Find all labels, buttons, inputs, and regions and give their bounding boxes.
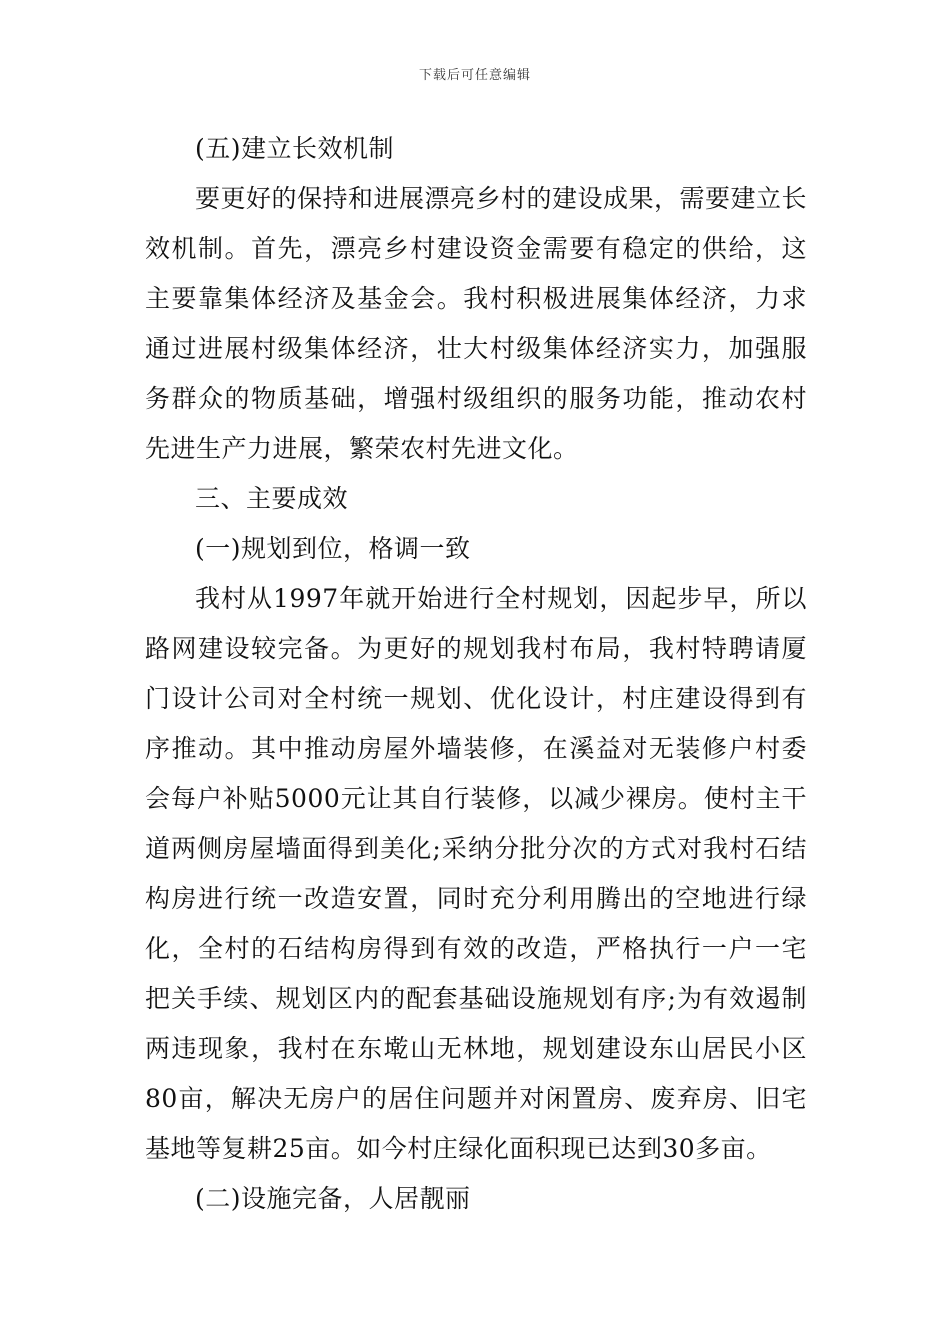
paragraph-long-term-mechanism: 要更好的保持和进展漂亮乡村的建设成果，需要建立长效机制。首先，漂亮乡村建设资金需要有稳定的供给，这主要靠集体经济及基金会。我村积极进展集体经济，力求通过进展村级集体经济，壮大村级集体经济实力，加强服务群众的物质基础，增强村级组织的服务功能，推动农村先进生产力进展，繁荣农村先进文化。 <box>145 184 808 463</box>
section-heading-main-results: 三、主要成效 <box>195 484 349 513</box>
document-body <box>145 124 807 1224</box>
section-heading-two: (二)设施完备，人居靓丽 <box>195 1184 471 1213</box>
paragraph-village-planning: 我村从1997年就开始进行全村规划，因起步早，所以路网建设较完备。为更好的规划我村布局，我村特聘请厦门设计公司对全村统一规划、优化设计，村庄建设得到有序推动。其中推动房屋外墙装修，在溪益对无装修户村委会每户补贴5000元让其自行装修，以减少裸房。使村主干道两侧房屋墙面得到美化;采纳分批分次的方式对我村石结构房进行统一改造安置，同时充分利用腾出的空地进行绿化，全村的石结构房得到有效的改造，严格执行一户一宅把关手续、规划区内的配套基础设施规划有序;为有效遏制两违现象，我村在东墘山无林地，规划建设东山居民小区80亩，解决无房户的居住问题并对闲置房、废弃房、旧宅基地等复耕25亩。如今村庄绿化面积现已达到30多亩。 <box>145 584 807 1163</box>
page-header: 下载后可任意编辑 <box>418 68 531 83</box>
section-heading-five: (五)建立长效机制 <box>195 134 395 163</box>
section-heading-one: (一)规划到位，格调一致 <box>195 534 471 563</box>
